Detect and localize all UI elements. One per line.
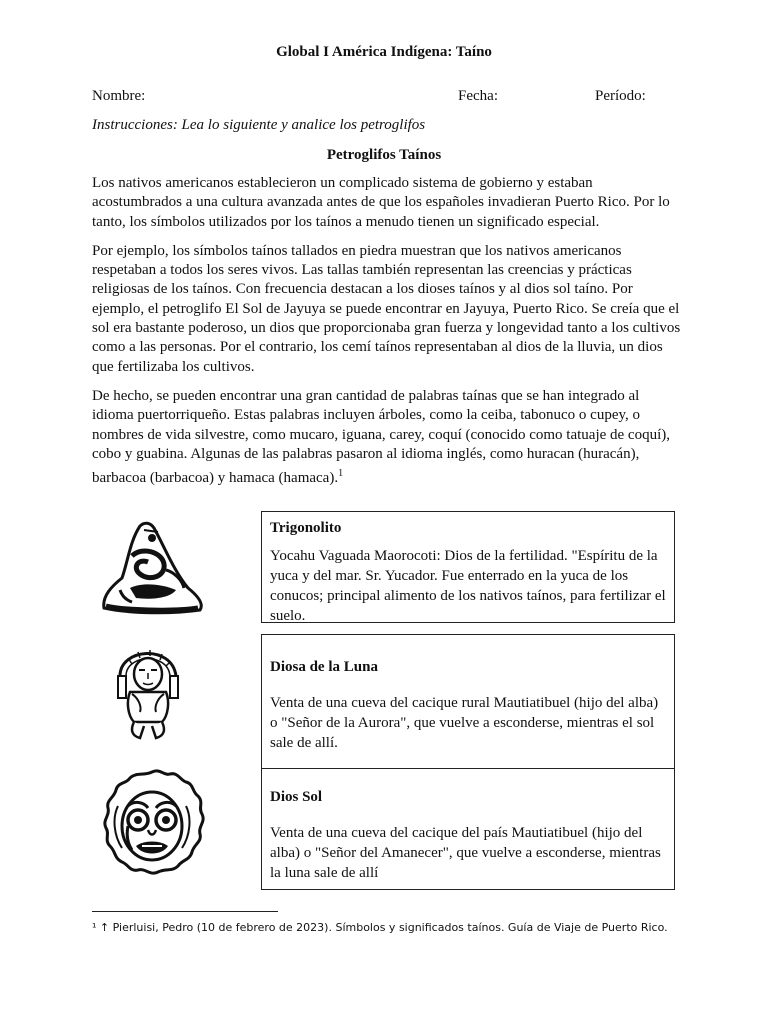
petroglyph-card-dios-sol — [261, 768, 675, 890]
name-label: Nombre: — [92, 88, 146, 104]
document-title: Global I América Indígena: Taíno — [276, 44, 492, 60]
paragraph-text: De hecho, se pueden encontrar una gran cantidad de palabras taínas que se han integrado al idioma puertorriqueño. Estas palabras incluyen árboles, como la ceiba, tabonuco o cupey, o nombres de vida silvestre, como mucaro, iguana, carey, coquí (conocido como tatuaje de coquí), cobo y guabina. Algunas de las palabras pasaron al idioma inglés, como huracan (huracán), barbacoa (barbacoa) y hamaca (hamaca). — [92, 387, 670, 487]
diosa-luna-image — [92, 636, 212, 746]
paragraph — [92, 387, 682, 488]
footnote-divider — [92, 911, 278, 912]
petroglyph-title: Trigonolito — [270, 520, 342, 536]
petroglyph-card-diosa-luna — [261, 634, 675, 769]
section-subtitle: Petroglifos Taínos — [326, 147, 442, 163]
petroglyph-title: Diosa de la Luna — [270, 659, 378, 675]
period-label: Período: — [595, 88, 646, 104]
date-label: Fecha: — [458, 88, 498, 104]
paragraph: Los nativos americanos establecieron un complicado sistema de gobierno y estaban acostumbrados a una cultura avanzada antes de que los españoles invadieran Puerto Rico. Por lo tanto, los símbolos utilizados por los taínos a menudo tienen un significado especial. — [92, 175, 670, 230]
petroglyph-description: Venta de una cueva del cacique rural Mautiatibuel (hijo del alba) o "Señor de la Aurora", que vuelve a esconderse, mientras el sol sale de allí. — [270, 695, 659, 751]
dios-sol-image — [92, 766, 212, 888]
petroglyph-title: Dios Sol — [270, 789, 323, 805]
instructions: Instrucciones: Lea lo siguiente y analice los petroglifos — [92, 117, 426, 133]
footnote: ¹ ↑ Pierluisi, Pedro (10 de febrero de 2023). Símbolos y significados taínos. Guía de Viaje de Puerto Rico. — [92, 921, 668, 934]
petroglyph-description: Yocahu Vaguada Maorocoti: Dios de la fertilidad. "Espíritu de la yuca y del mar. Sr. Yucador. Fue enterrado en la yuca de los conucos; principal alimento de los nativos taínos, para fertilizar el suelo. — [270, 548, 666, 624]
paragraph: Por ejemplo, los símbolos taínos tallados en piedra muestran que los nativos americanos respetaban a todos los seres vivos. Las tallas también representan las creencias y prácticas religiosas de los taínos. Con frecuencia destacan a los dioses taínos y al dios sol taíno. Por ejemplo, el petroglifo El Sol de Jayuya se puede encontrar en Jayuya, Puerto Rico. Se creía que el sol era bastante poderoso, un dios que proporcionaba gran fuerza y longevidad tanto a los cultivos como a las personas. Por el contrario, los cemí taínos representaban al dios de la lluvia, un dios que fertilizaba los cultivos. — [92, 242, 681, 375]
footnote-ref: 1 — [338, 468, 344, 480]
petroglyph-card-trigonolito — [261, 511, 675, 623]
header-fields — [92, 88, 692, 108]
petroglyph-description: Venta de una cueva del cacique del país Mautiatibuel (hijo del alba) o "Señor del Amanecer", que vuelve a esconderse, mientras la luna sale de allí — [270, 825, 661, 881]
body-text — [92, 174, 682, 498]
trigonolito-image — [92, 516, 212, 616]
